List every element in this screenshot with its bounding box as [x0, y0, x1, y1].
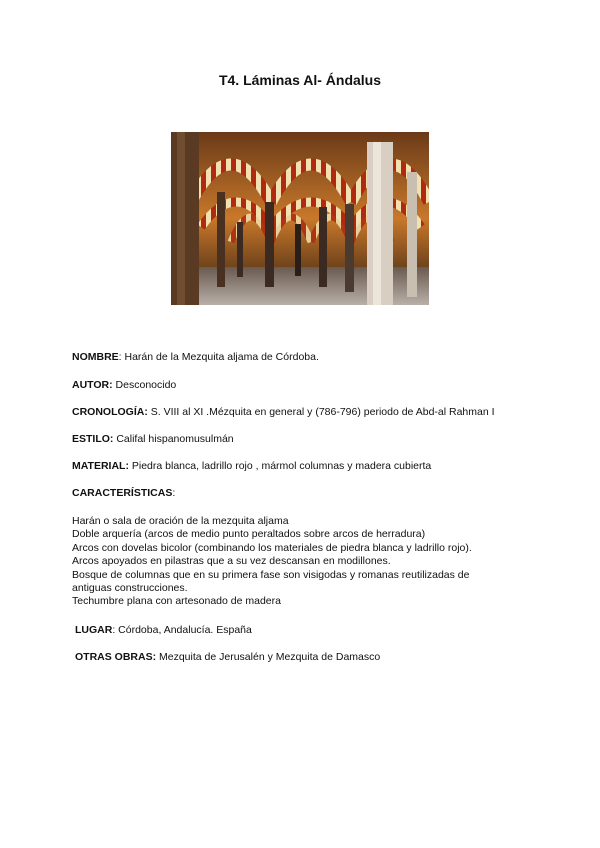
cronologia-value: S. VIII al XI .Mézquita en general y (786-796) periodo de Abd-al Rahman I	[147, 406, 495, 418]
lugar-label: LUGAR	[75, 624, 113, 636]
autor-value: Desconocido	[112, 379, 177, 391]
caracteristicas-line: Bosque de columnas que en su primera fase son visigodas y romanas reutilizadas de	[72, 568, 470, 581]
caracteristicas-line: Arcos con dovelas bicolor (combinando los materiales de piedra blanca y ladrillo rojo).	[72, 541, 472, 554]
cronologia-label: CRONOLOGÍA:	[72, 406, 148, 418]
nombre-label: NOMBRE	[72, 351, 119, 363]
field-lugar	[75, 624, 252, 637]
nombre-sep: :	[118, 351, 122, 363]
caracteristicas-line: Harán o sala de oración de la mezquita aljama	[72, 515, 289, 527]
caracteristicas-line: Techumbre plana con artesonado de madera	[72, 595, 281, 608]
material-label: MATERIAL:	[72, 460, 129, 472]
page-title: T4. Láminas Al- Ándalus	[218, 72, 382, 88]
field-otras-obras	[75, 651, 380, 664]
field-autor	[72, 379, 176, 392]
mezquita-photo	[171, 132, 429, 305]
field-estilo	[72, 433, 234, 446]
caracteristicas-sep: :	[172, 487, 176, 499]
estilo-label: ESTILO:	[72, 433, 114, 445]
otras-obras-value: Mezquita de Jerusalén y Mezquita de Damasco	[156, 651, 381, 663]
field-material	[72, 460, 431, 473]
otras-obras-label: OTRAS OBRAS:	[75, 651, 157, 663]
lugar-value: : Córdoba, Andalucía. España	[112, 624, 252, 636]
field-caracteristicas	[72, 487, 175, 500]
estilo-value: Califal hispanomusulmán	[113, 433, 234, 445]
field-cronologia	[72, 406, 495, 419]
autor-label: AUTOR:	[72, 379, 113, 391]
caracteristicas-label: CARACTERÍSTICAS	[72, 487, 173, 499]
caracteristicas-line: antiguas construcciones.	[72, 582, 188, 595]
nombre-value: Harán de la Mezquita aljama de Córdoba.	[121, 351, 319, 363]
material-value: Piedra blanca, ladrillo rojo , mármol columnas y madera cubierta	[128, 460, 432, 472]
caracteristicas-line: Arcos apoyados en pilastras que a su vez descansan en modillones.	[72, 555, 391, 568]
caracteristicas-list	[72, 515, 472, 609]
field-nombre	[72, 351, 319, 364]
caracteristicas-line: Doble arquería (arcos de medio punto peraltados sobre arcos de herradura)	[72, 528, 426, 541]
